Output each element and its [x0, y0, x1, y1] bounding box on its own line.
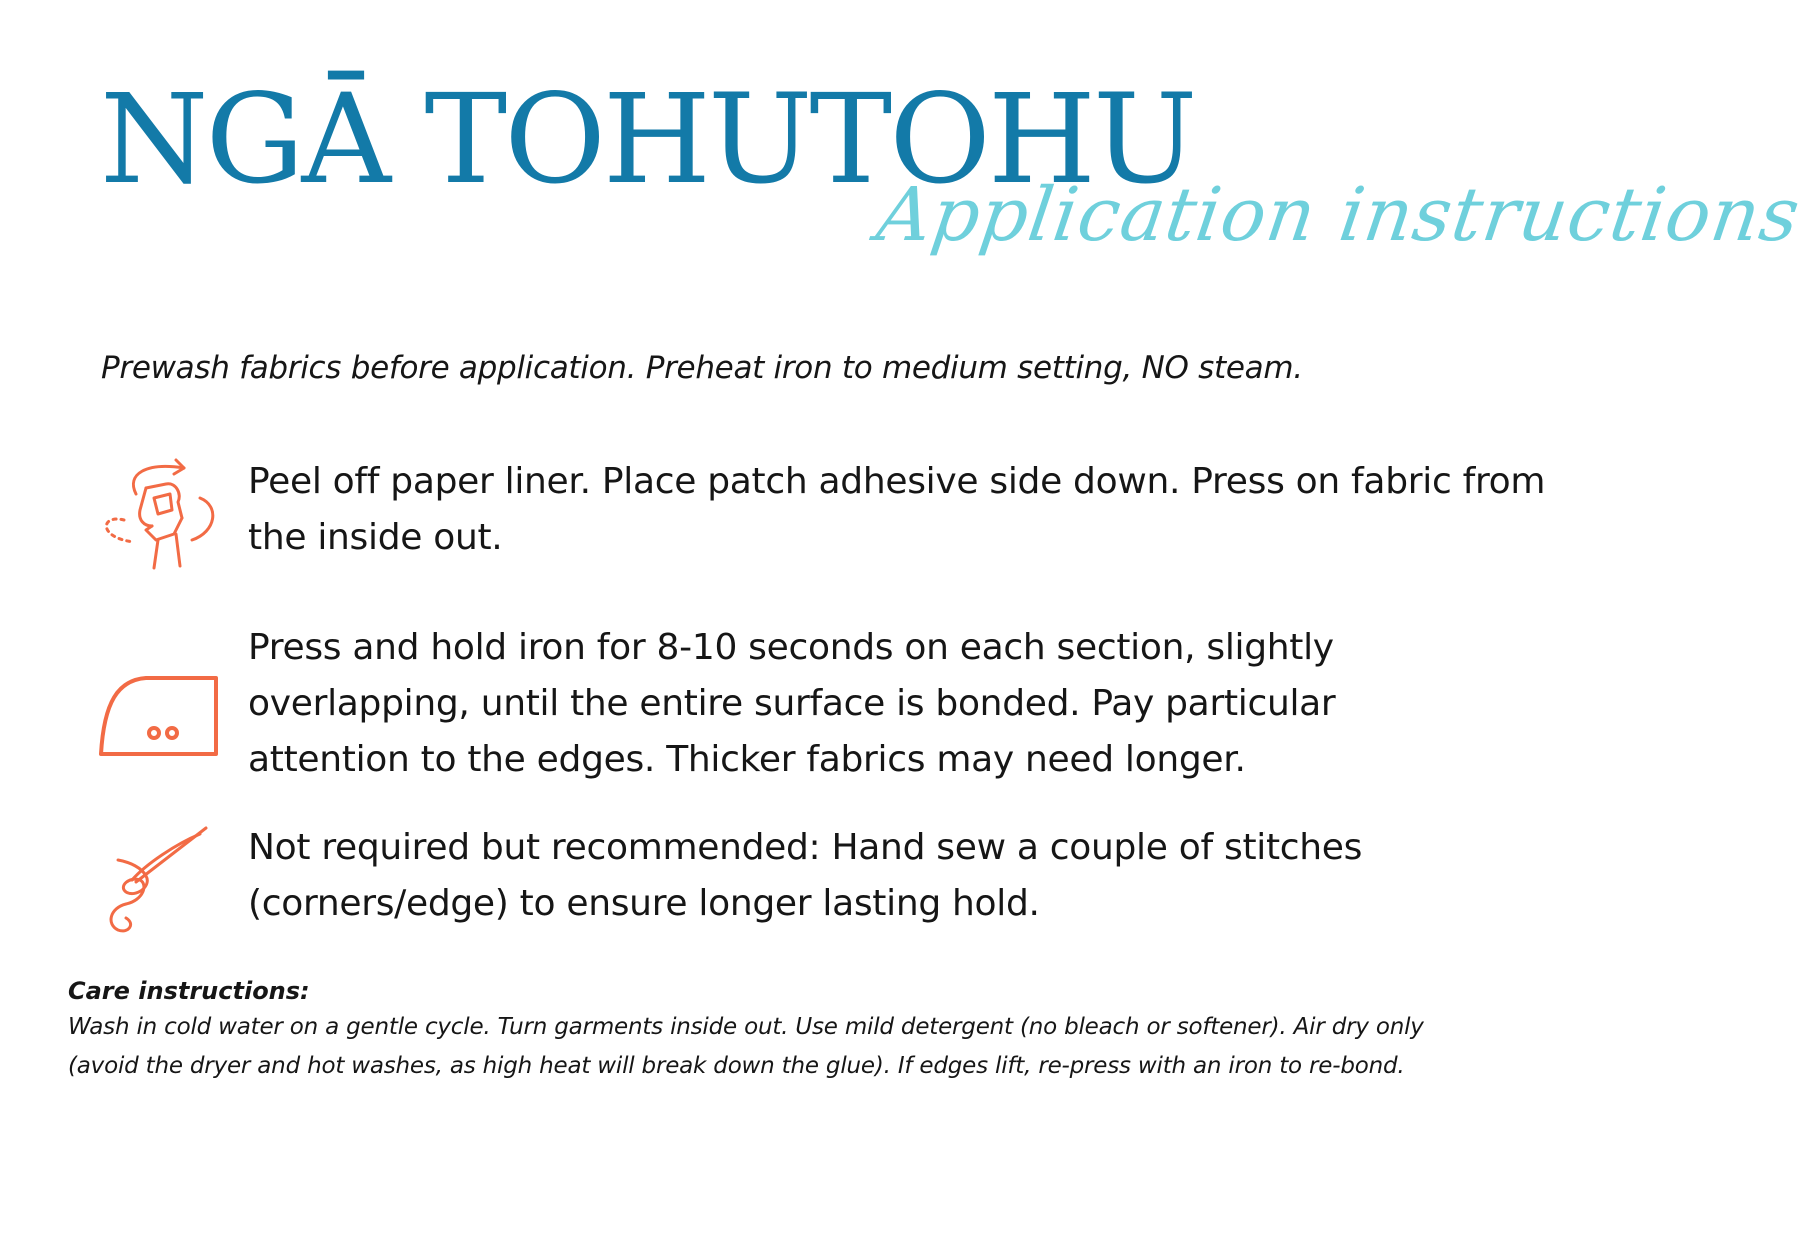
- page-title: NGĀ TOHUTOHU: [100, 68, 1195, 212]
- peel-hand-icon: [96, 454, 226, 578]
- needle-thread-icon: [96, 820, 226, 944]
- intro-text: Prewash fabrics before application. Preheat iron to medium setting, NO steam.: [101, 350, 1303, 386]
- step-text: Peel off paper liner. Place patch adhesive side down. Press on fabric from the inside out.: [248, 461, 1546, 558]
- page-subtitle: Application instructions: [871, 172, 1805, 258]
- step-text: Not required but recommended: Hand sew a couple of stitches (corners/edge) to ensure longer lasting hold.: [248, 827, 1363, 924]
- care-body: Wash in cold water on a gentle cycle. Turn garments inside out. Use mild detergent (no bleach or softener). Air dry only (avoid the dryer and hot washes, as high heat will break down the glue). If edges lift, re-press with an iron to re-bond.: [68, 1014, 1424, 1079]
- care-instructions: [68, 974, 1488, 1086]
- care-heading: Care instructions:: [68, 977, 310, 1005]
- step-text: Press and hold iron for 8-10 seconds on each section, slightly overlapping, until the entire surface is bonded. Pay particular attention to the edges. Thicker fabrics may need longer.: [248, 627, 1336, 780]
- iron-icon: [96, 620, 226, 774]
